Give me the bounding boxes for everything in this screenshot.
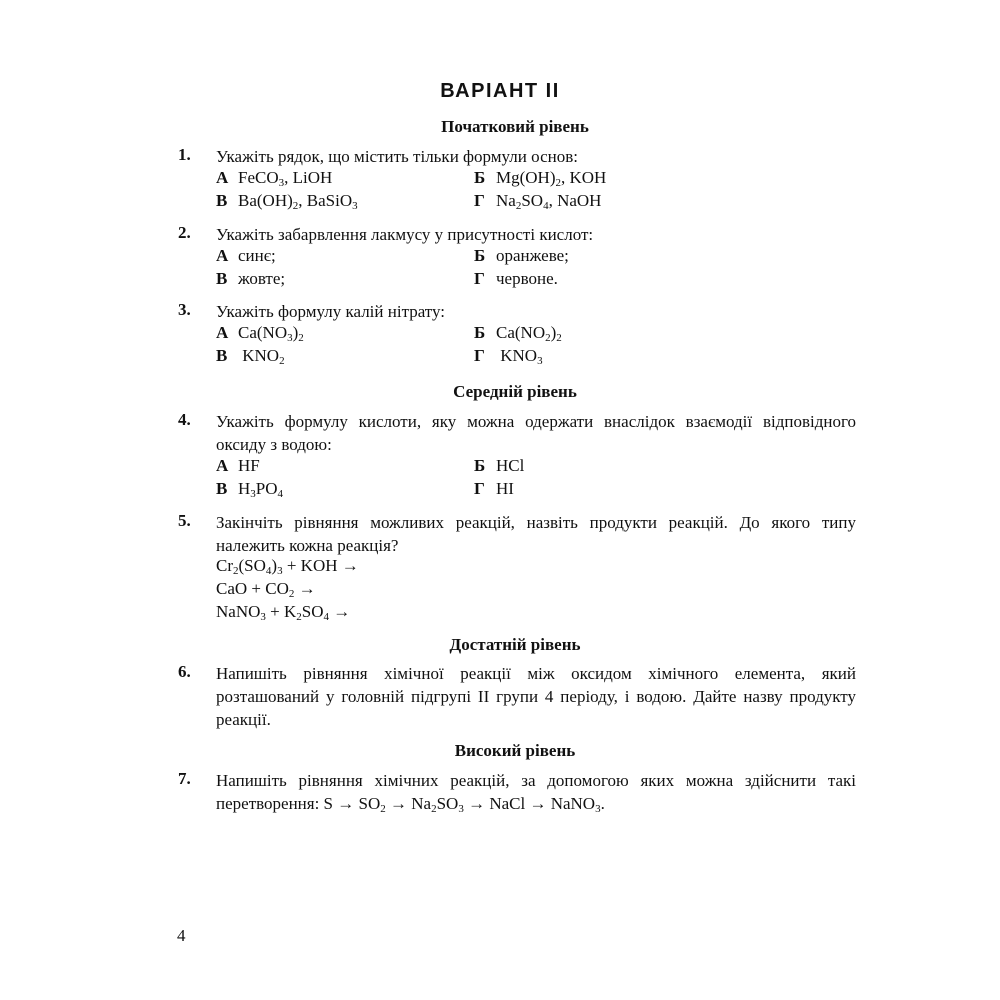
level-heading-sufficient: Достатній рівень	[449, 635, 581, 654]
option-formula: $Ca(NO_3)_2$	[238, 323, 304, 344]
question-number: 4.	[178, 410, 191, 429]
answer-option	[474, 456, 524, 476]
level-heading-high: Високий рівень	[454, 741, 576, 760]
option-letter: А	[216, 246, 229, 265]
option-letter: В	[216, 191, 228, 210]
answer-option	[474, 168, 606, 188]
answer-option	[216, 191, 358, 211]
option-letter: В	[216, 269, 228, 288]
reaction-equation: $Cr_2(SO_4)_3$ + KOH →	[216, 556, 359, 577]
option-letter: Б	[474, 168, 486, 187]
question-text: Укажіть формулу кислоти, яку можна одержати внаслідок взаємодії відповідного оксиду з водою:	[216, 412, 856, 454]
question-number: 3.	[178, 300, 191, 319]
question-text: Напишіть рівняння хімічної реакції між оксидом хімічного елемента, який розташований у головній підгрупі II групи 4 періоду, і водою. Дайте назву продукту реакції.	[216, 664, 856, 729]
answer-option	[474, 246, 569, 266]
option-formula: $Ca(NO_2)_2$	[496, 323, 562, 344]
option-formula: $KNO_2$	[238, 346, 285, 367]
option-formula: HI	[496, 479, 514, 498]
answer-option	[474, 269, 558, 289]
option-formula: $KNO_3$	[496, 346, 543, 367]
option-letter: Б	[474, 246, 486, 265]
answer-option	[216, 269, 285, 289]
answer-option	[474, 346, 543, 366]
question-text: Укажіть забарвлення лакмусу у присутності кислот:	[216, 225, 594, 244]
question-number: 6.	[178, 662, 191, 681]
question-number: 7.	[178, 769, 191, 788]
option-letter: Б	[474, 323, 486, 342]
answer-option	[216, 346, 285, 366]
option-formula: $Ba(OH)_2$, BaSiO$_3$	[238, 191, 358, 212]
answer-option	[474, 323, 562, 343]
option-letter: Г	[474, 269, 485, 288]
option-letter: Б	[474, 456, 486, 475]
question-number: 2.	[178, 223, 191, 242]
answer-option	[216, 479, 283, 499]
option-letter: В	[216, 346, 228, 365]
option-formula: червоне.	[496, 269, 558, 288]
option-formula: $Na_2SO_4$, NaOH	[496, 191, 602, 212]
level-heading-initial: Початковий рівень	[441, 117, 589, 136]
question-text: Напишіть рівняння хімічних реакцій, за допомогою яких можна здійснити такі перетворення: $S \to SO_2 \to Na_2SO_3$ → NaCl → NaNO$_3$.	[216, 771, 856, 815]
option-formula: HF	[238, 456, 260, 475]
option-letter: Г	[474, 191, 485, 210]
question-text: Укажіть формулу калій нітрату:	[216, 302, 446, 321]
answer-option	[216, 168, 332, 188]
level-heading-middle: Середній рівень	[453, 382, 577, 401]
question-number: 1.	[178, 145, 191, 164]
question-text: Закінчіть рівняння можливих реакцій, назвіть продукти реакцій. До якого типу належить кожна реакція?	[216, 513, 856, 555]
option-letter: А	[216, 456, 229, 475]
answer-option	[474, 191, 601, 211]
answer-option	[216, 323, 304, 343]
option-formula: оранжеве;	[496, 246, 569, 265]
option-formula: $Mg(OH)_2$, KOH	[496, 168, 607, 189]
option-letter: А	[216, 323, 229, 342]
option-formula: синє;	[238, 246, 276, 265]
option-letter: Г	[474, 346, 485, 365]
question-text: Укажіть рядок, що містить тільки формули основ:	[216, 147, 578, 166]
variant-title: ВАРІАНТ II	[440, 80, 560, 102]
option-letter: Г	[474, 479, 485, 498]
option-letter: А	[216, 168, 229, 187]
option-formula: FeCO$_3$, LiOH	[238, 168, 333, 189]
question-number: 5.	[178, 511, 191, 530]
option-formula: $H_3PO_4$	[238, 479, 284, 500]
option-formula: HCl	[496, 456, 525, 475]
answer-option	[216, 246, 276, 266]
option-letter: В	[216, 479, 228, 498]
reaction-equation: CaO + $CO_2$ →	[216, 579, 316, 600]
answer-option	[216, 456, 260, 476]
answer-option	[474, 479, 514, 499]
reaction-equation: NaNO$_3$ + $K_2SO_4$ →	[216, 602, 351, 623]
page-number: 4	[177, 926, 186, 945]
option-formula: жовте;	[238, 269, 286, 288]
